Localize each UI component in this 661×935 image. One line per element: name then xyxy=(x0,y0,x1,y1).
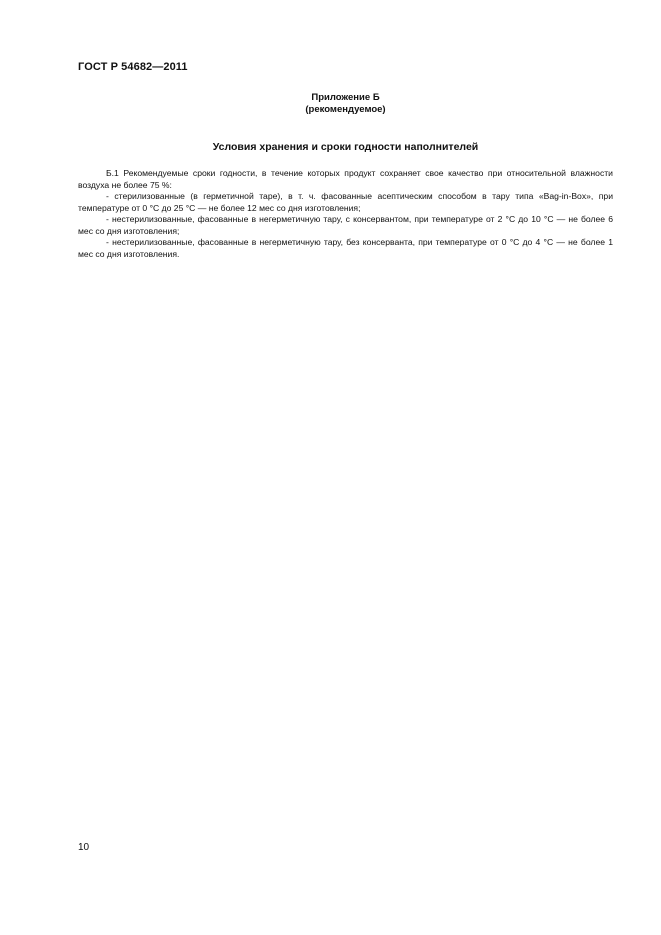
section-title: Условия хранения и сроки годности наполнителей xyxy=(212,141,479,153)
annex-title: Приложение Б xyxy=(311,92,380,103)
page-number: 10 xyxy=(78,842,90,853)
paragraph-sterilized: - стерилизованные (в герметичной таре), в т. ч. фасованные асептическим способом в тару типа «Bag-in-Box», при температуре от 0 °С до 25 °С — не более 12 мес со дня изготовления; xyxy=(78,191,613,213)
document-code: ГОСТ Р 54682—2011 xyxy=(78,61,188,73)
paragraph-without-preservative: - нестерилизованные, фасованные в негерметичную тару, без консерванта, при температуре от 0 °С до 4 °С — не более 1 мес со дня изготовления. xyxy=(78,237,613,259)
paragraph-intro: Б.1 Рекомендуемые сроки годности, в течение которых продукт сохраняет свое качество при относительной влажности воздуха не более 75 %: xyxy=(78,168,613,190)
body-text xyxy=(78,168,613,260)
annex-heading xyxy=(0,92,661,116)
paragraph-with-preservative: - нестерилизованные, фасованные в негерметичную тару, с консервантом, при температуре от 2 °С до 10 °С — не более 6 мес со дня изготовления; xyxy=(78,214,613,236)
annex-status: (рекомендуемое) xyxy=(305,104,386,115)
